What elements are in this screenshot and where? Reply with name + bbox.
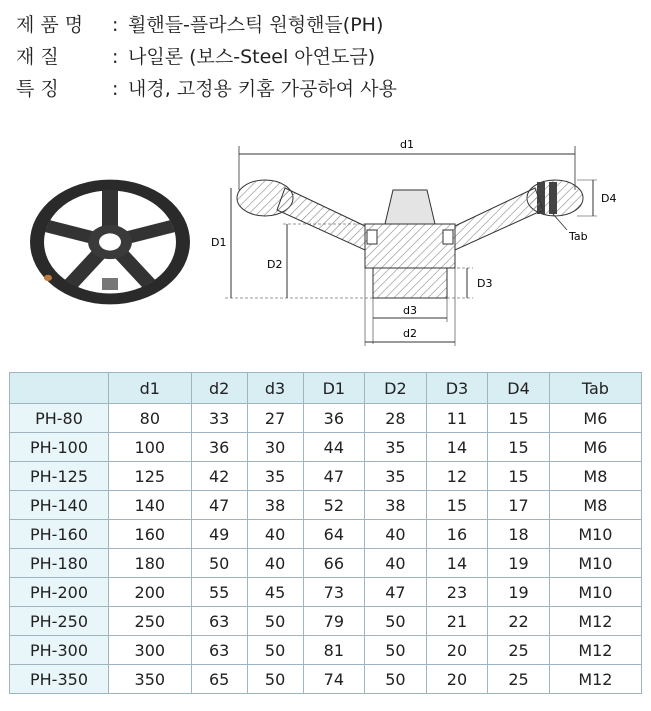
table-cell: 55 xyxy=(191,578,247,607)
dim-label-D2: D2 xyxy=(267,258,283,271)
table-cell: 63 xyxy=(191,636,247,665)
table-cell: 250 xyxy=(109,607,192,636)
table-cell: 200 xyxy=(109,578,192,607)
table-cell: 15 xyxy=(426,491,488,520)
table-cell: 22 xyxy=(488,607,550,636)
model-cell: PH-300 xyxy=(10,636,109,665)
table-cell: M12 xyxy=(549,607,641,636)
model-cell: PH-160 xyxy=(10,520,109,549)
table-cell: 50 xyxy=(365,636,427,665)
table-cell: 25 xyxy=(488,636,550,665)
spec-line-product-name: 제 품 명 : 휠핸들-플라스틱 원형핸들(PH) xyxy=(16,14,384,36)
table-cell: 18 xyxy=(488,520,550,549)
table-row xyxy=(10,665,642,694)
table-cell: 38 xyxy=(365,491,427,520)
table-cell: 14 xyxy=(426,433,488,462)
dim-label-tab: Tab xyxy=(569,230,588,243)
model-cell: PH-140 xyxy=(10,491,109,520)
handwheel-photo-icon xyxy=(10,170,195,310)
table-cell: 300 xyxy=(109,636,192,665)
table-cell: 52 xyxy=(303,491,365,520)
table-cell: M6 xyxy=(549,433,641,462)
table-cell: 38 xyxy=(247,491,303,520)
table-cell: 19 xyxy=(488,578,550,607)
spec-label: 특 징 xyxy=(16,78,59,100)
table-cell: M12 xyxy=(549,636,641,665)
table-cell: 64 xyxy=(303,520,365,549)
table-cell: 15 xyxy=(488,462,550,491)
table-cell: 49 xyxy=(191,520,247,549)
model-cell: PH-180 xyxy=(10,549,109,578)
table-cell: 40 xyxy=(247,520,303,549)
table-cell: M10 xyxy=(549,578,641,607)
table-cell: 47 xyxy=(303,462,365,491)
table-cell: 27 xyxy=(247,404,303,433)
dim-label-d3: d3 xyxy=(403,304,417,317)
table-row xyxy=(10,462,642,491)
table-row xyxy=(10,607,642,636)
table-cell: 79 xyxy=(303,607,365,636)
table-cell: M12 xyxy=(549,665,641,694)
table-cell: 160 xyxy=(109,520,192,549)
table-cell: 14 xyxy=(426,549,488,578)
table-cell: 180 xyxy=(109,549,192,578)
table-cell: 36 xyxy=(303,404,365,433)
table-cell: 50 xyxy=(247,607,303,636)
table-cell: 40 xyxy=(247,549,303,578)
table-row xyxy=(10,404,642,433)
table-cell: 12 xyxy=(426,462,488,491)
table-header-cell: d1 xyxy=(109,373,192,404)
spec-value: 나일론 (보스-Steel 아연도금) xyxy=(128,46,376,68)
table-header-cell: D4 xyxy=(488,373,550,404)
table-cell: 42 xyxy=(191,462,247,491)
table-cell: 80 xyxy=(109,404,192,433)
table-header-cell: Tab xyxy=(549,373,641,404)
table-cell: 35 xyxy=(365,462,427,491)
table-cell: 81 xyxy=(303,636,365,665)
table-cell: 30 xyxy=(247,433,303,462)
table-cell: 40 xyxy=(365,520,427,549)
table-cell: 100 xyxy=(109,433,192,462)
table-header-cell: D1 xyxy=(303,373,365,404)
table-cell: 47 xyxy=(191,491,247,520)
model-cell: PH-250 xyxy=(10,607,109,636)
dim-label-D1: D1 xyxy=(211,236,227,249)
table-cell: 50 xyxy=(247,665,303,694)
table-header-cell: D2 xyxy=(365,373,427,404)
table-cell: 44 xyxy=(303,433,365,462)
table-header-cell: D3 xyxy=(426,373,488,404)
table-cell: 50 xyxy=(365,665,427,694)
dim-label-D4: D4 xyxy=(601,192,617,205)
table-cell: 47 xyxy=(365,578,427,607)
table-cell: 125 xyxy=(109,462,192,491)
table-header-row xyxy=(10,373,642,404)
table-row xyxy=(10,491,642,520)
dim-label-d1: d1 xyxy=(400,138,414,151)
cross-section-drawing xyxy=(205,130,645,350)
spec-label: 제 품 명 xyxy=(16,14,84,36)
table-cell: 40 xyxy=(365,549,427,578)
table-row xyxy=(10,433,642,462)
table-row xyxy=(10,520,642,549)
table-row xyxy=(10,578,642,607)
table-row xyxy=(10,636,642,665)
dim-label-d2: d2 xyxy=(403,327,417,340)
model-cell: PH-350 xyxy=(10,665,109,694)
table-cell: M6 xyxy=(549,404,641,433)
table-cell: 65 xyxy=(191,665,247,694)
table-cell: 15 xyxy=(488,404,550,433)
table-cell: M8 xyxy=(549,462,641,491)
table-cell: 73 xyxy=(303,578,365,607)
table-cell: 66 xyxy=(303,549,365,578)
table-cell: 25 xyxy=(488,665,550,694)
dim-label-D3: D3 xyxy=(477,277,493,290)
table-header-cell: d3 xyxy=(247,373,303,404)
table-cell: 50 xyxy=(247,636,303,665)
table-cell: 350 xyxy=(109,665,192,694)
spec-value: 내경, 고정용 키홈 가공하여 사용 xyxy=(128,78,397,100)
table-cell: 50 xyxy=(365,607,427,636)
table-cell: 74 xyxy=(303,665,365,694)
table-cell: 140 xyxy=(109,491,192,520)
table-cell: 23 xyxy=(426,578,488,607)
spec-line-features: 특 징 : 내경, 고정용 키홈 가공하여 사용 xyxy=(16,78,397,100)
model-cell: PH-200 xyxy=(10,578,109,607)
table-cell: 16 xyxy=(426,520,488,549)
dimension-table xyxy=(9,372,642,694)
table-header-cell: d2 xyxy=(191,373,247,404)
table-cell: M8 xyxy=(549,491,641,520)
model-cell: PH-100 xyxy=(10,433,109,462)
table-cell: 36 xyxy=(191,433,247,462)
spec-value: 휠핸들-플라스틱 원형핸들(PH) xyxy=(128,14,384,36)
table-cell: M10 xyxy=(549,549,641,578)
spec-line-material: 재 질 : 나일론 (보스-Steel 아연도금) xyxy=(16,46,376,68)
table-cell: 35 xyxy=(365,433,427,462)
table-cell: 50 xyxy=(191,549,247,578)
table-cell: 20 xyxy=(426,636,488,665)
table-cell: 33 xyxy=(191,404,247,433)
table-cell: 15 xyxy=(488,433,550,462)
table-cell: M10 xyxy=(549,520,641,549)
table-cell: 35 xyxy=(247,462,303,491)
spec-label: 재 질 xyxy=(16,46,59,68)
table-cell: 20 xyxy=(426,665,488,694)
table-cell: 19 xyxy=(488,549,550,578)
table-cell: 45 xyxy=(247,578,303,607)
table-header-cell xyxy=(10,373,109,404)
table-row xyxy=(10,549,642,578)
table-cell: 28 xyxy=(365,404,427,433)
table-cell: 17 xyxy=(488,491,550,520)
table-cell: 63 xyxy=(191,607,247,636)
table-cell: 21 xyxy=(426,607,488,636)
model-cell: PH-125 xyxy=(10,462,109,491)
table-cell: 11 xyxy=(426,404,488,433)
model-cell: PH-80 xyxy=(10,404,109,433)
